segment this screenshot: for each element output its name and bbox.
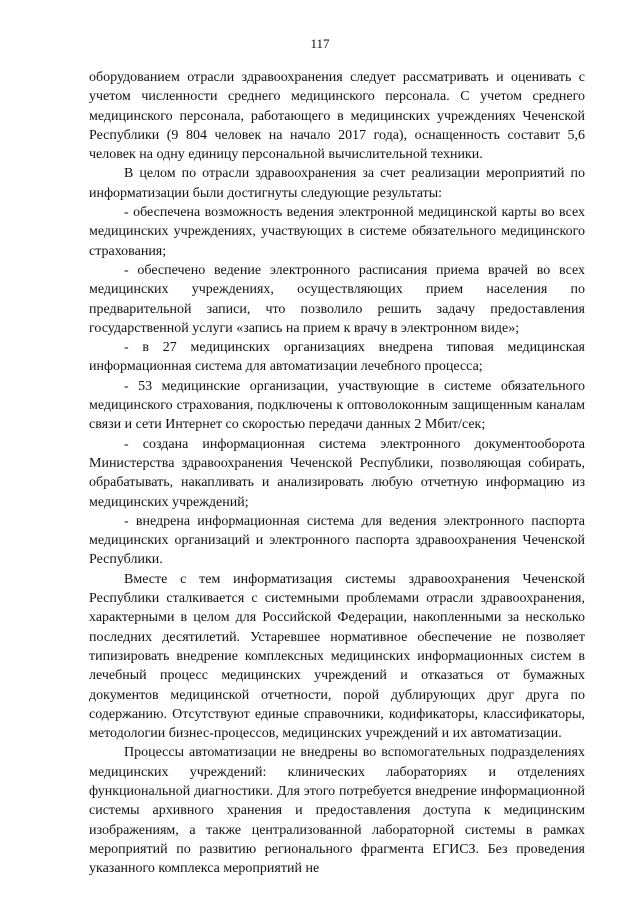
list-item-document-management-system: - создана информационная система электронного документооборота Министерства здравоохранения Чеченской Республики, позволяющая собирать, обрабатывать, накапливать и анализировать любую отчетную информацию из медицинских учреждений; [89,436,585,510]
page-number: 117 [310,36,330,51]
paragraph-systemic-problems: Вместе с тем информатизация системы здравоохранения Чеченской Республики сталкивается с системными проблемами отрасли здравоохранения, характерными в целом для Российской Федерации, накопленными за несколько последних десятилетий. Устаревшее нормативное обеспечение не позволяет типизировать внедрение комплексных медицинских информационных систем в лечебный процесс медицинских учреждений и отказаться от бумажных документов медицинской отчетности, порой дублирующих друг друга по содержанию. Отсутствуют единые справочники, кодификаторы, классификаторы, методологии бизнес-процессов, медицинских учреждений и их автоматизации. [89,571,585,742]
list-item-fiber-optic-channels: - 53 медицинские организации, участвующие в системе обязательного медицинского страхования, подключены к оптоволоконным защищенным каналам связи и сети Интернет со скоростью передачи данных 2 Мбит/сек; [89,378,585,433]
paragraph-results-intro: В целом по отрасли здравоохранения за счет реализации мероприятий по информатизации были достигнуты следующие результаты: [89,166,585,201]
list-item-electronic-passport: - внедрена информационная система для ведения электронного паспорта медицинских организаций и электронного паспорта здравоохранения Чеченской Республики. [89,513,585,568]
document-body [89,68,585,878]
list-item-electronic-medical-record: - обеспечена возможность ведения электронной медицинской карты во всех медицинских учреждениях, участвующих в системе обязательного медицинского страхования; [89,205,585,259]
list-item-electronic-schedule: - обеспечено ведение электронного расписания приема врачей во всех медицинских учреждениях, осуществляющих прием населения по предварительной записи, что позволило решить задачу предоставления государственной услуги «запись на прием к врачу в электронном виде»; [89,262,585,336]
paragraph-continuation: оборудованием отрасли здравоохранения следует рассматривать и оценивать с учетом численности среднего медицинского персонала. С учетом среднего медицинского персонала, работающего в медицинских учреждениях Чеченской Республики (9 804 человек на начало 2017 года), оснащенность составит 5,6 человек на одну единицу персональной вычислительной техники. [89,70,585,163]
paragraph-automation-processes: Процессы автоматизации не внедрены во вспомогательных подразделениях медицинских учреждений: клинических лабораториях и отделениях функциональной диагностики. Для этого потребуется внедрение информационной системы архивного хранения и предоставления доступа к медицинским изображениям, а также централизованной лабораторной системы в рамках мероприятий по развитию регионального фрагмента ЕГИСЗ. Без проведения указанного комплекса мероприятий не [89,745,585,877]
list-item-medical-information-system: - в 27 медицинских организациях внедрена типовая медицинская информационная система для автоматизации лечебного процесса; [89,340,585,375]
